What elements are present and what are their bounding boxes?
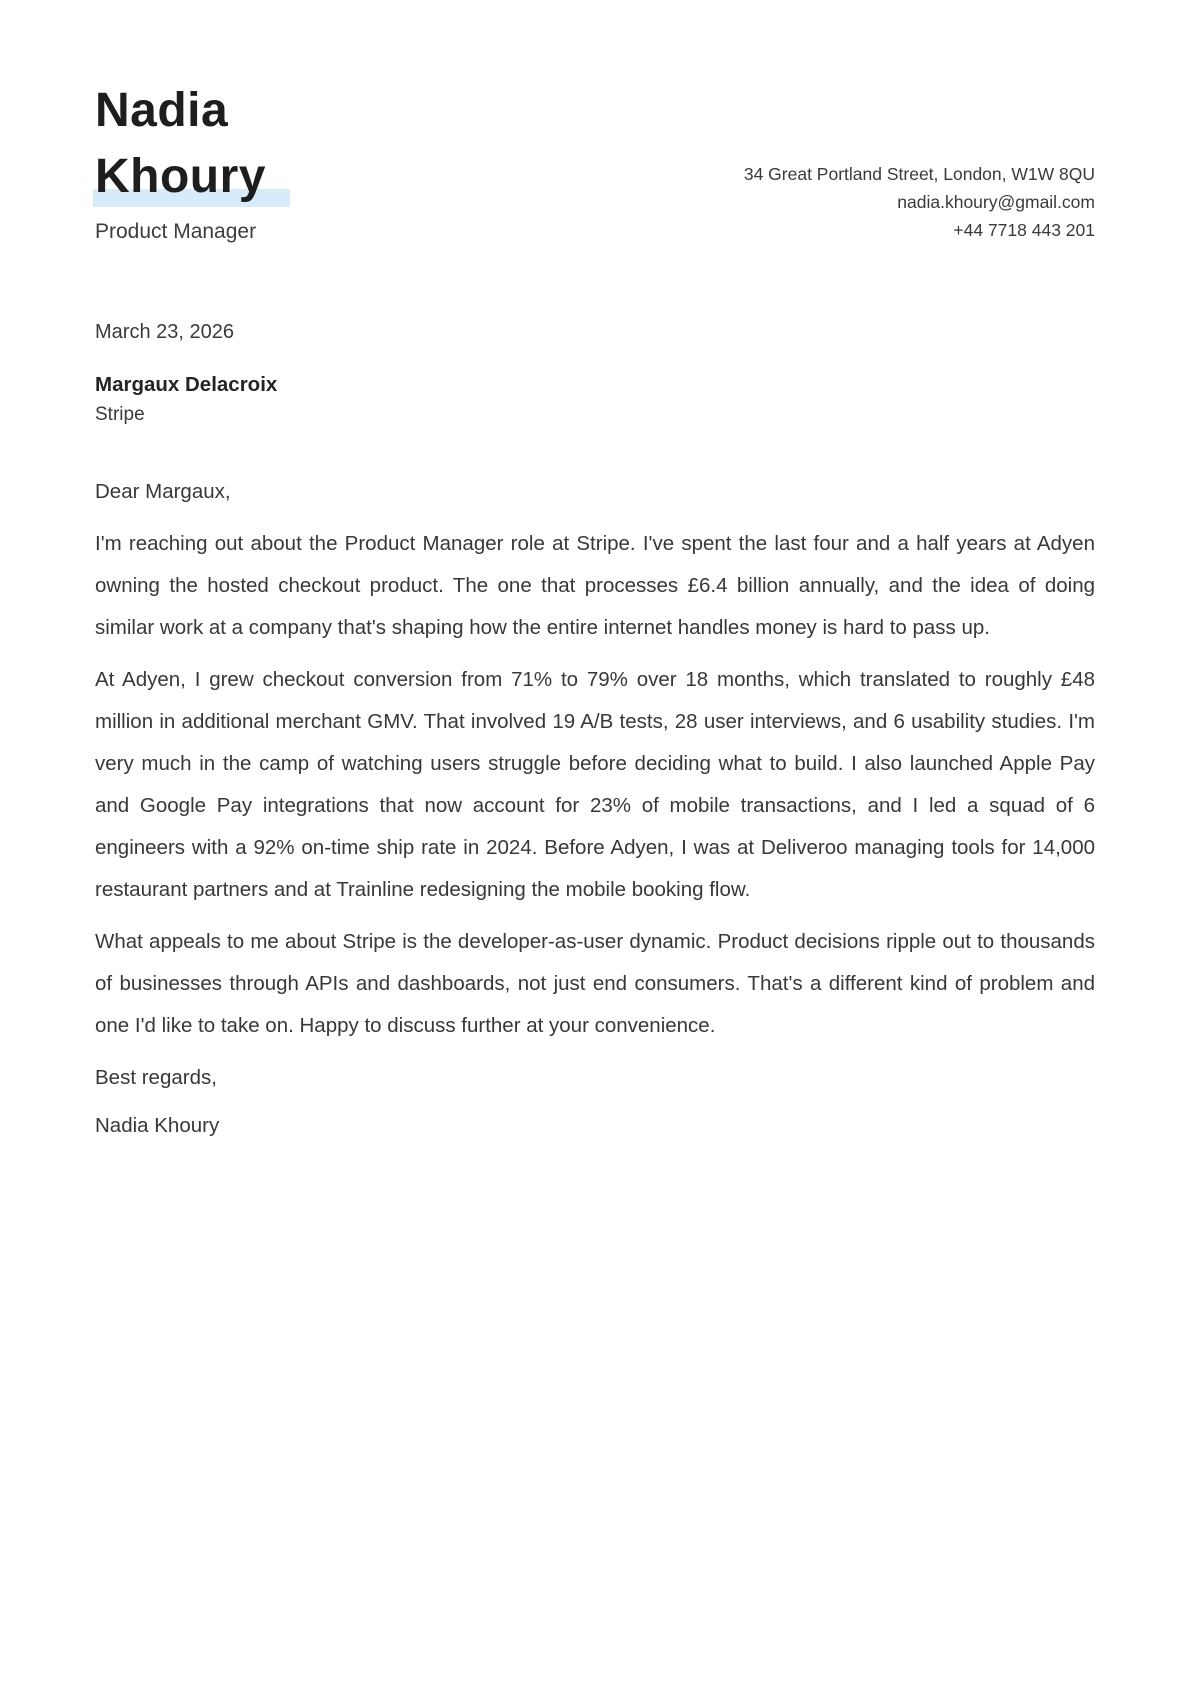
contact-email: nadia.khoury@gmail.com [897, 192, 1095, 212]
recipient-name: Margaux Delacroix [95, 373, 278, 396]
sender-name [95, 78, 266, 210]
recipient-company: Stripe [95, 404, 145, 425]
letter-content [95, 319, 1095, 1147]
signature-name: Nadia Khoury [95, 1114, 220, 1137]
closing-block [95, 1057, 1095, 1147]
letter-date: March 23, 2026 [95, 321, 234, 343]
salutation: Dear Margaux, [95, 480, 231, 503]
contact-info [744, 160, 1095, 245]
letter-body [95, 471, 1095, 1147]
letter-header [95, 78, 1095, 245]
sender-identity [95, 78, 266, 245]
body-paragraph: I'm reaching out about the Product Manager role at Stripe. I've spent the last four and a half years at Adyen owning the hosted checkout product. The one that processes £6.4 billion annually, and the idea of doing similar work at a company that's shaping how the entire internet handles money is hard to pass up. [95, 532, 1095, 639]
contact-address: 34 Great Portland Street, London, W1W 8QU [743, 164, 1095, 184]
body-paragraph: What appeals to me about Stripe is the developer-as-user dynamic. Product decisions ripple out to thousands of businesses through APIs and dashboards, not just end consumers. That's a different kind of problem and one I'd like to take on. Happy to discuss further at your convenience. [95, 930, 1095, 1037]
sender-first-name: Nadia [95, 84, 229, 137]
recipient-block [95, 369, 1095, 429]
contact-phone: +44 7718 443 201 [953, 220, 1095, 240]
sender-last-name: Khoury [95, 144, 266, 210]
sender-job-title: Product Manager [95, 220, 257, 243]
body-paragraph: At Adyen, I grew checkout conversion from 71% to 79% over 18 months, which translated to roughly £48 million in additional merchant GMV. That involved 19 A/B tests, 28 user interviews, and 6 usability studies. I'm very much in the camp of watching users struggle before deciding what to build. I also launched Apple Pay and Google Pay integrations that now account for 23% of mobile transactions, and I led a squad of 6 engineers with a 92% on-time ship rate in 2024. Before Adyen, I was at Deliveroo managing tools for 14,000 restaurant partners and at Trainline redesigning the mobile booking flow. [95, 668, 1095, 901]
closing-phrase: Best regards, [95, 1066, 217, 1089]
